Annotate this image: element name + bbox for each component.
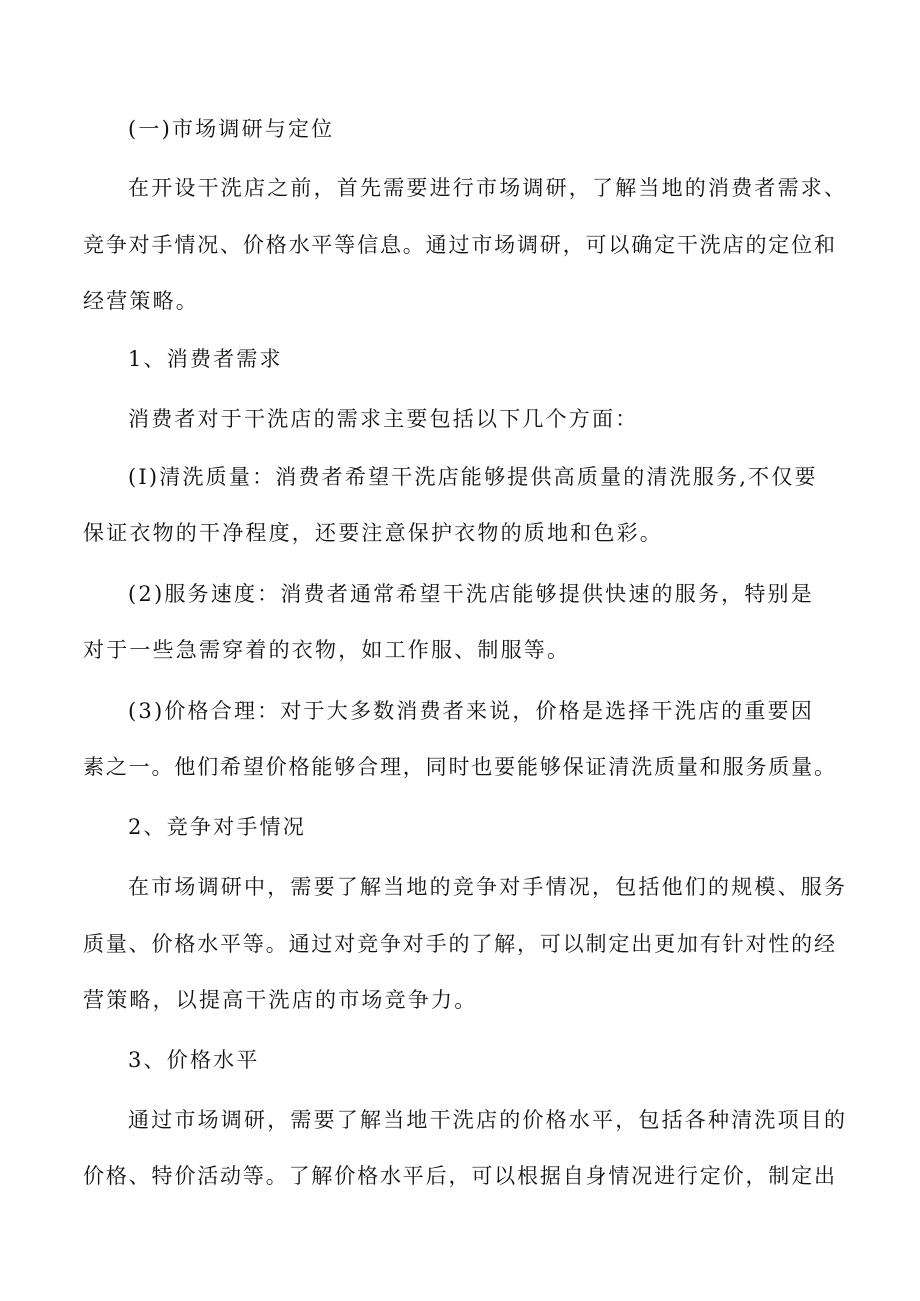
- paragraph-line: 消费者对于干洗店的需求主要包括以下几个方面：: [128, 407, 639, 431]
- paragraph-line: 在市场调研中，需要了解当地的竞争对手情况，包括他们的规模、服务: [128, 875, 848, 899]
- paragraph-line: 竞争对手情况、价格水平等信息。通过市场调研，可以确定干洗店的定位和: [83, 233, 835, 257]
- list-item-line: 素之一。他们希望价格能够合理，同时也要能够保证清洗质量和服务质量。: [83, 755, 835, 779]
- paragraph-line: 质量、价格水平等。通过对竞争对手的了解，可以制定出更加有针对性的经: [83, 932, 835, 956]
- list-item-line: (2)服务速度：消费者通常希望干洗店能够提供快速的服务，特别是: [128, 582, 814, 606]
- list-item-line: 保证衣物的干净程度，还要注意保护衣物的质地和色彩。: [83, 521, 663, 545]
- list-item-line: (I)清洗质量：消费者希望干洗店能够提供高质量的清洗服务,不仅要: [128, 465, 818, 489]
- paragraph-line: 在开设干洗店之前，首先需要进行市场调研，了解当地的消费者需求、: [128, 176, 848, 200]
- list-item-line: (3)价格合理：对于大多数消费者来说，价格是选择干洗店的重要因: [128, 699, 814, 723]
- list-item-line: 对于一些急需穿着的衣物，如工作服、制服等。: [83, 638, 571, 662]
- paragraph-line: 营策略，以提高干洗店的市场竞争力。: [83, 988, 478, 1012]
- paragraph-line: 通过市场调研，需要了解当地干洗店的价格水平，包括各种清洗项目的: [128, 1108, 848, 1132]
- paragraph-line: 经营策略。: [83, 289, 199, 313]
- subheading: 3、价格水平: [128, 1048, 260, 1072]
- subheading: 1、消费者需求: [128, 347, 283, 371]
- section-heading: (一)市场调研与定位: [128, 117, 335, 141]
- subheading: 2、竞争对手情况: [128, 815, 306, 839]
- paragraph-line: 价格、特价活动等。了解价格水平后，可以根据自身情况进行定价，制定出: [83, 1164, 835, 1188]
